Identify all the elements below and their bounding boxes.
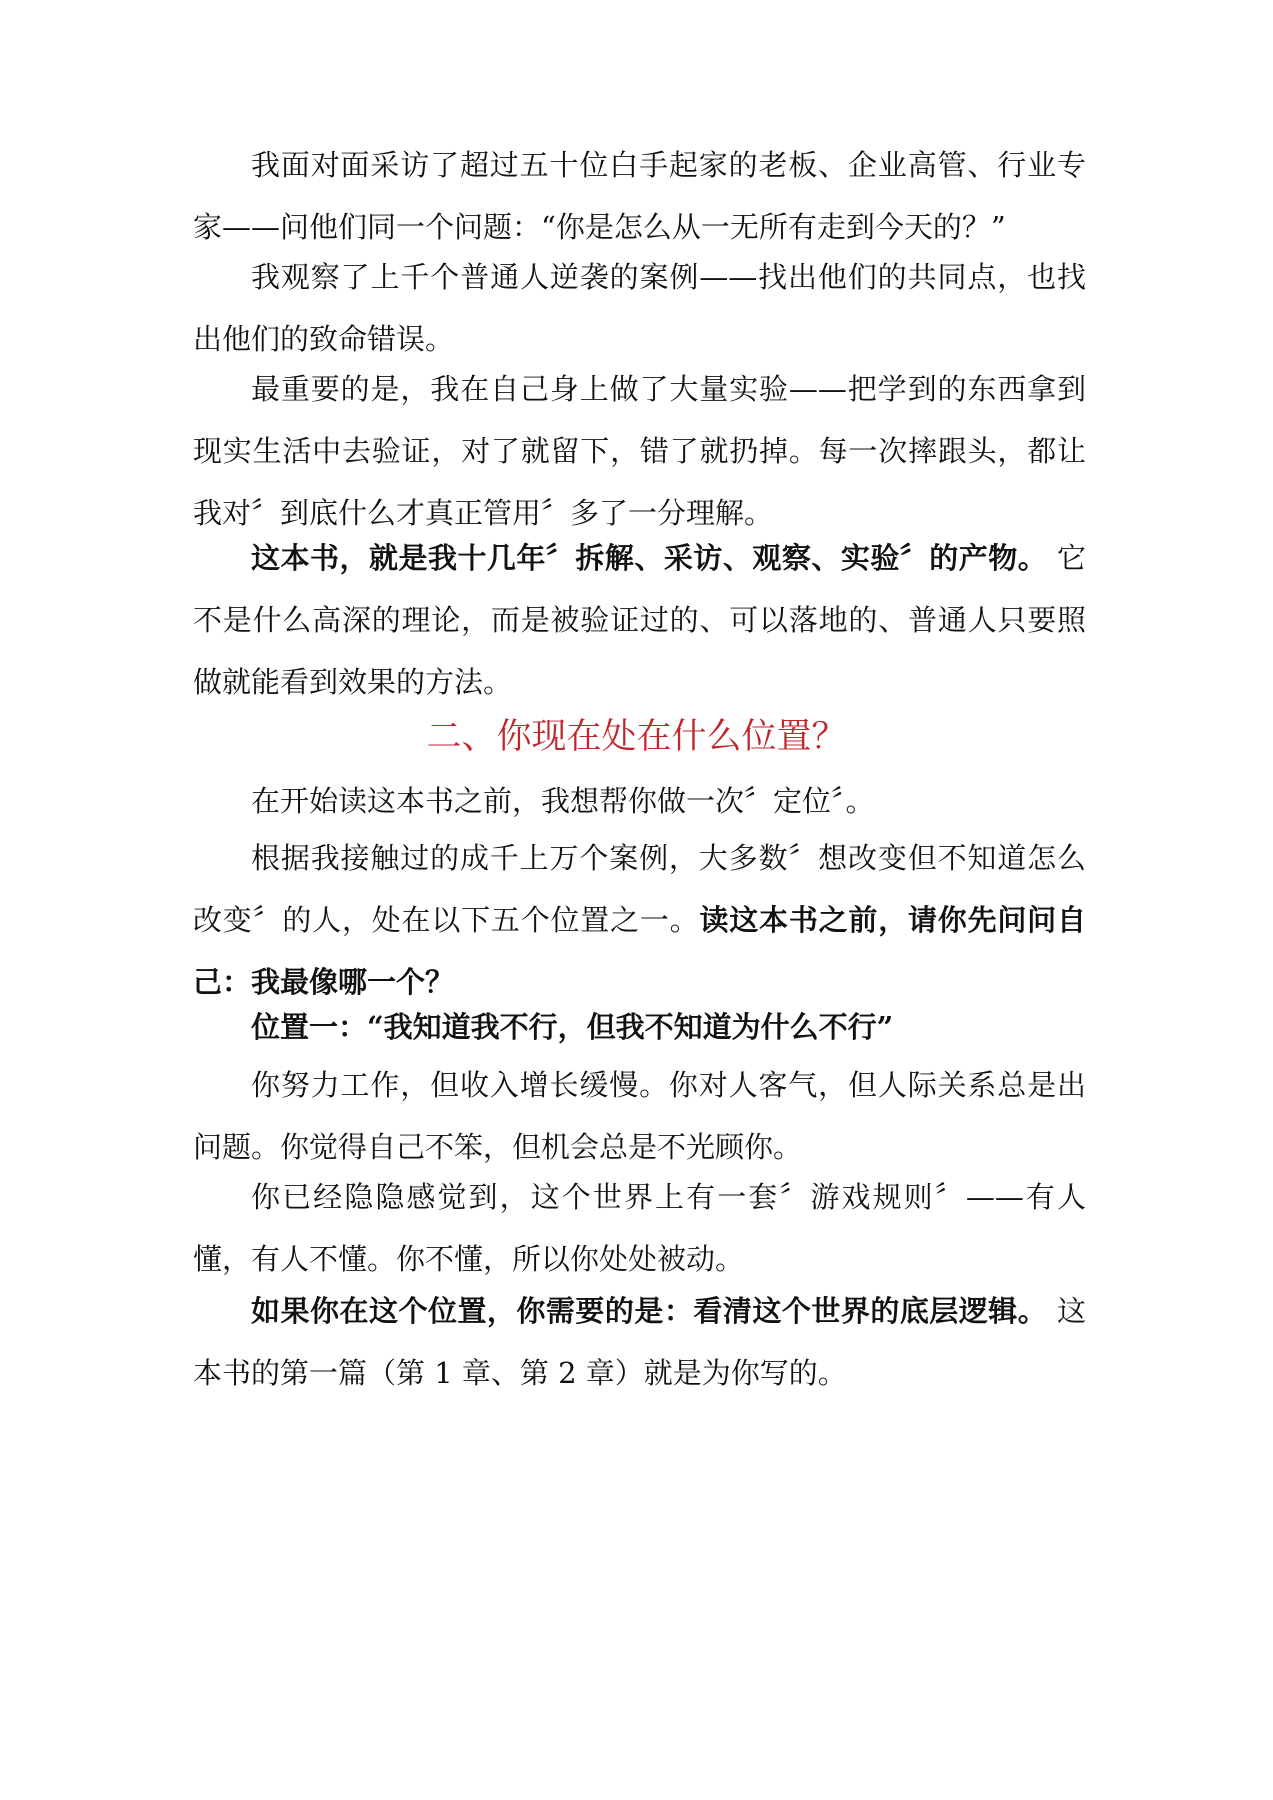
paragraph-interviews	[193, 134, 1086, 258]
paragraph-text: 你已经隐隐感觉到，这个世界上有一套〞游戏规则〞——有人懂，有人不懂。你不懂，所以你处处被动。	[193, 1180, 1086, 1276]
paragraph-position-one-description	[193, 1054, 1086, 1178]
paragraph-experiments	[193, 358, 1086, 544]
paragraph-text: 你努力工作，但收入增长缓慢。你对人客气，但人际关系总是出问题。你觉得自己不笨，但机会总是不光顾你。	[193, 1068, 1086, 1164]
paragraph-five-positions	[193, 827, 1086, 1013]
paragraph-book-origin	[193, 527, 1086, 713]
paragraph-text: 根据我接触过的成千上万个案例，大多数〞想改变但不知道怎么改变〞的人，处在以下五个位置之一。	[193, 841, 1086, 937]
paragraph-text: 我面对面采访了超过五十位白手起家的老板、企业高管、行业专家——问他们同一个问题：“你是怎么从一无所有走到今天的？”	[193, 148, 1086, 244]
position-one-heading	[193, 996, 1086, 1058]
paragraph-positioning-intro	[193, 770, 1086, 832]
paragraph-bold-text: 这本书，就是我十几年〞拆解、采访、观察、实验〞的产物。	[251, 541, 1048, 575]
paragraph-text: 它不是什么高深的理论，而是被验证过的、可以落地的、普通人只要照做就能看到效果的方法。	[193, 541, 1086, 699]
paragraph-bold-text: 位置一：“我知道我不行，但我不知道为什么不行”	[251, 1010, 894, 1044]
paragraph-text: 最重要的是，我在自己身上做了大量实验——把学到的东西拿到现实生活中去验证，对了就留下，错了就扔掉。每一次摔跟头，都让我对〞到底什么才真正管用〞多了一分理解。	[193, 372, 1086, 530]
paragraph-bold-text: 如果你在这个位置，你需要的是：看清这个世界的底层逻辑。	[251, 1294, 1048, 1328]
section-heading: 二、你现在处在什么位置？	[426, 717, 847, 757]
paragraph-position-one-advice	[193, 1280, 1086, 1404]
paragraph-observations	[193, 246, 1086, 370]
paragraph-text: 在开始读这本书之前，我想帮你做一次〞定位〞。	[251, 784, 875, 818]
paragraph-game-rules	[193, 1166, 1086, 1290]
paragraph-bold-text: 读这本书之前，请你先问问自己：我最像哪一个？	[193, 903, 1086, 999]
paragraph-text: 这本书的第一篇（第 1 章、第 2 章）就是为你写的。	[193, 1294, 1086, 1390]
paragraph-text: 我观察了上千个普通人逆袭的案例——找出他们的共同点，也找出他们的致命错误。	[193, 260, 1086, 356]
